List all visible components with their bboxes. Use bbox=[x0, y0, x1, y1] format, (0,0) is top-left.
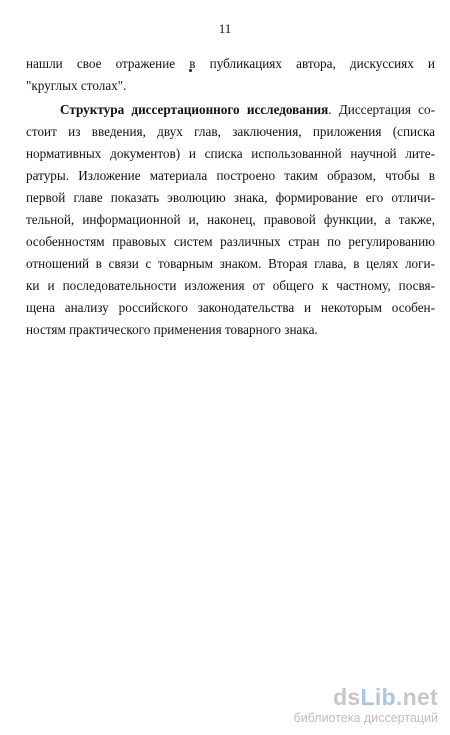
text-line: отношений в связи с товарным знаком. Вторая глава, в целях логи- bbox=[26, 256, 435, 271]
section-heading: Структура диссертационного исследования bbox=[60, 102, 329, 117]
text-line: щена анализу российского законодательства и некоторым особен- bbox=[26, 300, 435, 315]
text-fragment: . Диссертация со- bbox=[328, 102, 435, 117]
text-line: особенностям правовых систем различных стран по регулированию bbox=[26, 234, 435, 249]
text-line: "круглых столах". bbox=[26, 78, 127, 93]
text-line: ки и последовательности изложения от общего к частному, посвя- bbox=[26, 278, 435, 293]
watermark bbox=[294, 686, 438, 725]
text-line: нашли свое отражение в публикациях автора, дискуссиях и bbox=[26, 56, 435, 71]
watermark-logo: dsLib.net bbox=[333, 684, 438, 710]
text-line: первой главе показать эволюцию знака, формирование его отличи- bbox=[26, 190, 435, 205]
text-line: тельной, информационной и, наконец, правовой функции, а также, bbox=[26, 212, 435, 227]
text-line: нормативных документов) и списка использованной научной лите- bbox=[26, 146, 435, 161]
text-line: ратуры. Изложение материала построено таким образом, чтобы в bbox=[26, 168, 435, 183]
watermark-subtitle: библиотека диссертаций bbox=[293, 711, 438, 725]
paragraph-first-line bbox=[60, 103, 435, 116]
text-line: стоит из введения, двух глав, заключения, приложения (списка bbox=[26, 124, 435, 139]
text-line: ностям практического применения товарного знака. bbox=[26, 322, 318, 337]
page-number: 11 bbox=[218, 21, 232, 36]
